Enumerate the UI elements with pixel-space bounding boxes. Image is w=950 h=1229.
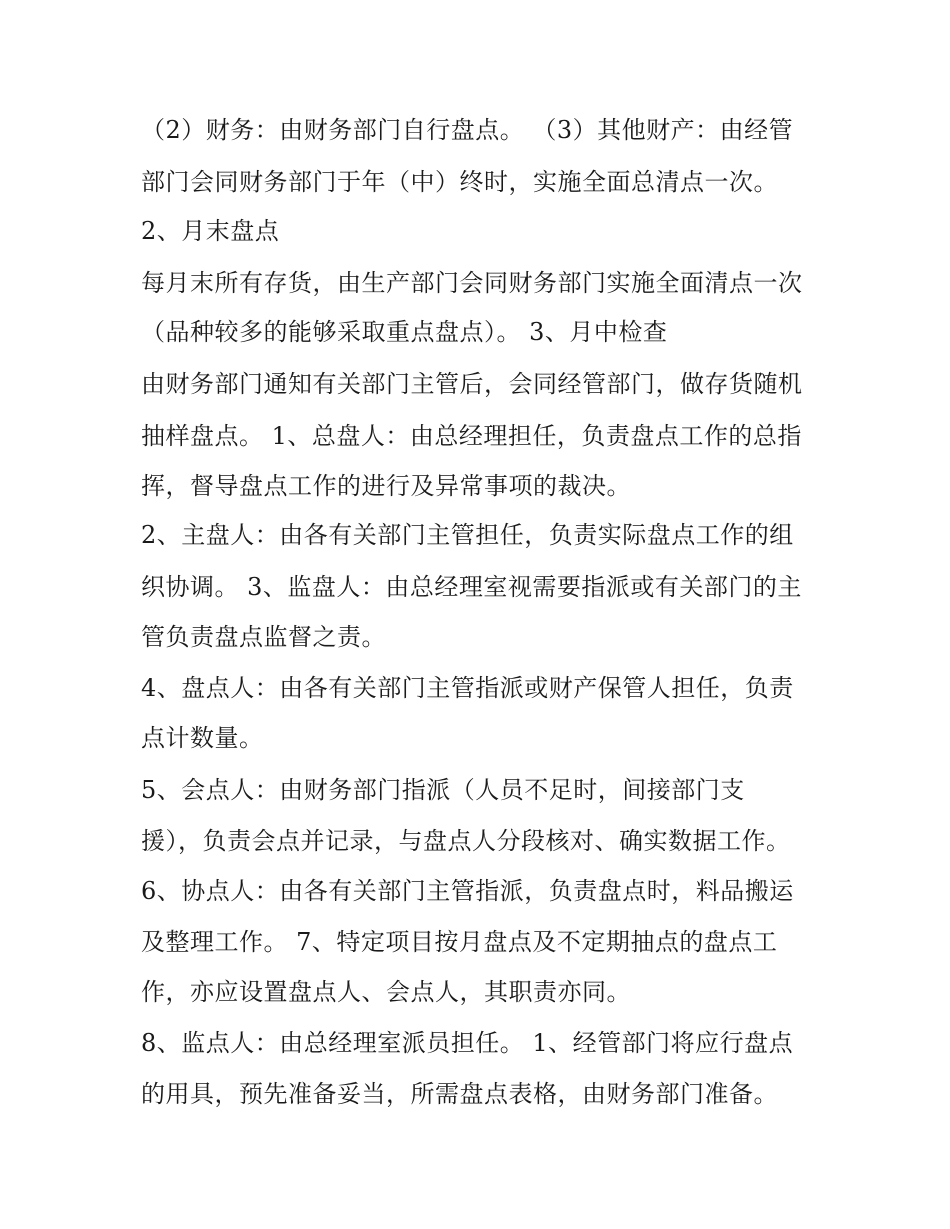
text-line-11: 管负责盘点监督之责。 (141, 623, 386, 651)
text-line-12: 4、盘点人：由各有关部门主管指派或财产保管人担任，负责 (141, 674, 794, 702)
text-line-1: （2）财务：由财务部门自行盘点。 （3）其他财产：由经管 (141, 116, 794, 144)
text-line-18: 作，亦应设置盘点人、会点人，其职责亦同。 (141, 978, 631, 1006)
text-line-4: 每月末所有存货，由生产部门会同财务部门实施全面清点一次 (141, 269, 803, 297)
text-line-19: 8、监点人：由总经理室派员担任。 1、经管部门将应行盘点 (141, 1029, 794, 1057)
text-line-15: 援），负责会点并记录，与盘点人分段核对、确实数据工作。 (141, 827, 791, 855)
text-line-8: 挥，督导盘点工作的进行及异常事项的裁决。 (141, 472, 631, 500)
text-line-2: 部门会同财务部门于年（中）终时，实施全面总清点一次。 (141, 168, 778, 196)
text-line-6: 由财务部门通知有关部门主管后，会同经管部门，做存货随机 (141, 370, 803, 398)
section-heading-month-end: 2、月末盘点 (141, 217, 280, 245)
text-line-17: 及整理工作。 7、特定项目按月盘点及不定期抽点的盘点工 (141, 928, 778, 956)
text-line-20: 的用具，预先准备妥当，所需盘点表格，由财务部门准备。 (141, 1080, 778, 1108)
text-line-5: （品种较多的能够采取重点盘点）。 3、月中检查 (141, 318, 668, 346)
text-line-16: 6、协点人：由各有关部门主管指派，负责盘点时，料品搬运 (141, 877, 794, 905)
text-line-10: 织协调。 3、监盘人：由总经理室视需要指派或有关部门的主 (141, 573, 802, 601)
text-line-14: 5、会点人：由财务部门指派（人员不足时，间接部门支 (141, 776, 745, 804)
text-line-7: 抽样盘点。 1、总盘人：由总经理担任，负责盘点工作的总指 (141, 422, 802, 450)
text-line-9: 2、主盘人：由各有关部门主管担任，负责实际盘点工作的组 (141, 521, 794, 549)
text-line-13: 点计数量。 (141, 724, 264, 752)
